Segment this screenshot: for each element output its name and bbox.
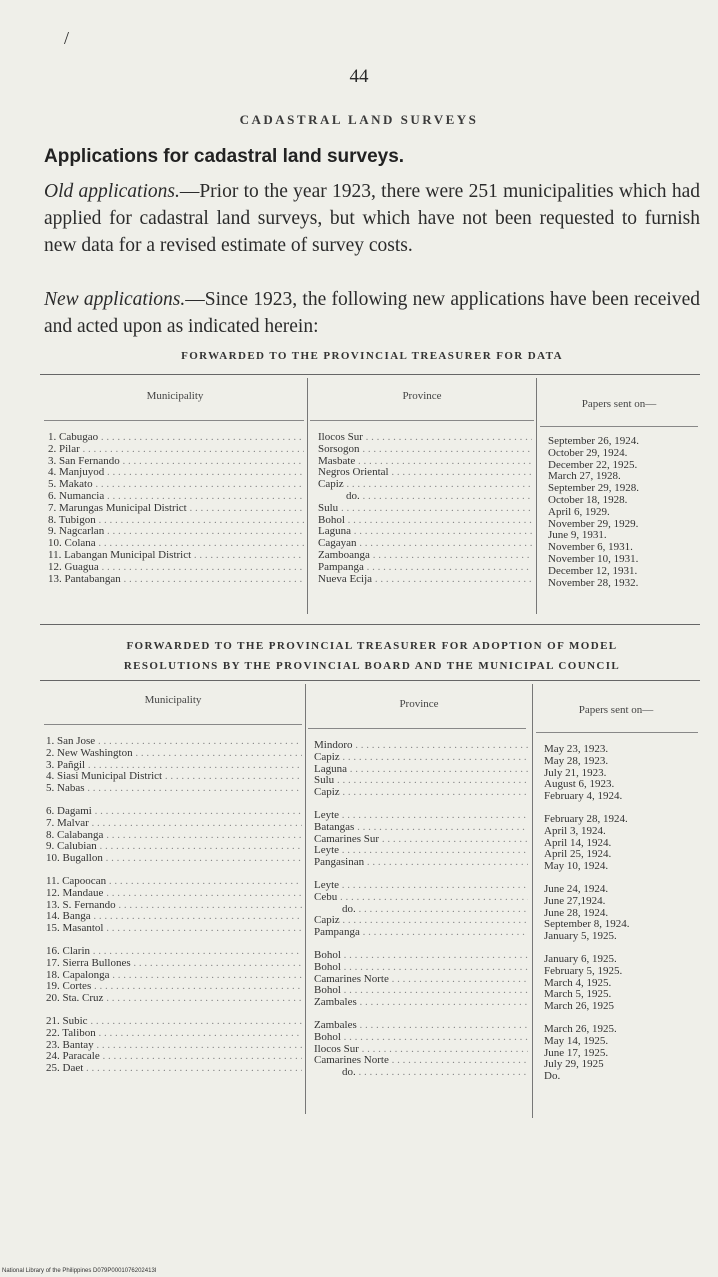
- table2-row-13-p: do. . . .: [314, 904, 528, 916]
- table2-row-8-m: 8. Calabanga . . .: [46, 830, 302, 842]
- table1-row-11-p: Zamboanga . . .: [318, 550, 532, 562]
- table2-row-12-p: Cebu . . .: [314, 892, 528, 904]
- table1-row-5-m: 5. Makato . . .: [48, 479, 304, 491]
- table2-row-10-p: Pangasinan . . .: [314, 857, 528, 869]
- table1-row-4-d: March 27, 1928.: [548, 471, 621, 483]
- table2-row-9-m: 9. Calubian . . .: [46, 841, 302, 853]
- table2-row-14-p: Capiz . . .: [314, 915, 528, 927]
- table2-row-15-m: 15. Masantol . . .: [46, 923, 302, 935]
- table1-row-3-p: Masbate . . .: [318, 456, 532, 468]
- table1-top-rule: [40, 374, 700, 375]
- table1-row-8-d: November 29, 1929.: [548, 518, 639, 530]
- page-number: 44: [349, 66, 369, 87]
- table1-header-line-2: [310, 420, 534, 421]
- table1-header-papers-sent: Papers sent on—: [581, 398, 657, 410]
- table2-row-3-p: Laguna . . .: [314, 764, 528, 776]
- table2-row-19-m: 19. Cortes . . .: [46, 981, 302, 993]
- table1-province-column: [318, 432, 532, 585]
- table1-row-5-d: September 29, 1928.: [548, 483, 640, 495]
- table1-row-7-p: Sulu . . .: [318, 503, 532, 515]
- table2-row-16-d: January 6, 1925.: [544, 953, 617, 965]
- table2-row-17-m: 17. Sierra Bullones . . .: [46, 958, 302, 970]
- table2-row-6-m: 6. Dagami . . .: [46, 806, 302, 818]
- table1-row-7-d: April 6, 1929.: [548, 506, 610, 518]
- table2-row-7-d: April 3, 1924.: [544, 825, 606, 837]
- table2-row-8-p: Camarines Sur . . .: [314, 834, 528, 846]
- table2-row-25-d: Do.: [544, 1071, 561, 1083]
- table1-row-1-d: September 26, 1924.: [548, 436, 640, 447]
- table2-divider-1: [305, 684, 306, 1114]
- table2-row-12-d: June 27,1924.: [544, 895, 606, 907]
- old-applications-paragraph: [44, 178, 700, 259]
- table2-row-16-p: Bohol . . .: [314, 950, 528, 962]
- table2-row-4-m: 4. Siasi Municipal District . . .: [46, 771, 302, 783]
- table2-header-line-3: [536, 732, 698, 733]
- table1-divider-1: [307, 378, 308, 614]
- table2-row-1-d: May 23, 1923.: [544, 744, 609, 755]
- table1-row-11-d: November 10, 1931.: [548, 553, 639, 565]
- table2-row-25-m: 25. Daet . . .: [46, 1063, 302, 1075]
- table1-row-6-m: 6. Numancia . . .: [48, 491, 304, 503]
- table2-header-line-1: [44, 724, 302, 725]
- table2-row-23-p: Ilocos Sur . . .: [314, 1044, 528, 1056]
- table2-row-6-d: February 28, 1924.: [544, 813, 628, 825]
- table2-row-14-d: September 8, 1924.: [544, 919, 630, 931]
- table2-row-24-p: Camarines Norte . . .: [314, 1055, 528, 1067]
- margin-mark: /: [64, 28, 70, 48]
- table2-row-23-d: June 17, 1925.: [544, 1047, 609, 1059]
- table1-row-5-p: Capiz . . .: [318, 479, 532, 491]
- table2-row-16-m: 16. Clarin . . .: [46, 946, 302, 958]
- table2-row-8-d: April 14, 1924.: [544, 837, 612, 849]
- table2-row-9-d: April 25, 1924.: [544, 849, 612, 861]
- table2-row-14-m: 14. Banga . . .: [46, 911, 302, 923]
- table2-row-5-d: February 4, 1924.: [544, 791, 623, 803]
- table2-row-5-m: 5. Nabas . . .: [46, 783, 302, 795]
- table2-municipality-column: [46, 736, 302, 1075]
- table1-row-1-m: 1. Cabugao . . .: [48, 432, 304, 444]
- table2-row-25-p: do. . . .: [314, 1067, 528, 1079]
- table1-row-2-p: Sorsogon . . .: [318, 444, 532, 456]
- table2-date-column: [544, 744, 698, 1083]
- table1-bottom-rule: [40, 624, 700, 625]
- table1-divider-2: [536, 378, 537, 614]
- table2-row-10-d: May 10, 1924.: [544, 861, 609, 873]
- new-applications-label: New applications.: [44, 289, 186, 310]
- table1-caption: FORWARDED TO THE PROVINCIAL TREASURER FOR DATA: [181, 350, 563, 362]
- table2-row-4-d: August 6, 1923.: [544, 779, 615, 791]
- table1-row-6-p: do. . . .: [318, 491, 532, 503]
- table2-row-5-p: Capiz . . .: [314, 787, 528, 799]
- table2-row-22-d: May 14, 1925.: [544, 1035, 609, 1047]
- table2-row-21-p: Zambales . . .: [314, 1020, 528, 1032]
- table2-row-11-p: Leyte . . .: [314, 880, 528, 892]
- table2-row-22-p: Bohol . . .: [314, 1032, 528, 1044]
- table1-row-3-m: 3. San Fernando . . .: [48, 456, 304, 468]
- table2-row-18-p: Camarines Norte . . .: [314, 974, 528, 986]
- table2-row-20-p: Zambales . . .: [314, 997, 528, 1009]
- table1-row-4-p: Negros Oriental . . .: [318, 467, 532, 479]
- old-applications-text: —Prior to the year 1923, there were 251 municipalities which had applied for cadastral land surveys, but which have not been requested to furnish new data for a revised estimate of survey costs.: [44, 181, 700, 256]
- table1-row-4-m: 4. Manjuyod . . .: [48, 467, 304, 479]
- table2-row-6-p: Leyte . . .: [314, 810, 528, 822]
- table2-row-7-p: Batangas . . .: [314, 822, 528, 834]
- table1-municipality-column: [48, 432, 304, 585]
- table1-row-10-m: 10. Colana . . .: [48, 538, 304, 550]
- table1-row-12-d: December 12, 1931.: [548, 565, 638, 577]
- footer-credit: National Library of the Philippines D079P0001076202413I: [2, 1268, 157, 1274]
- table2-row-9-p: Leyte . . .: [314, 845, 528, 857]
- table2-row-11-d: June 24, 1924.: [544, 883, 609, 895]
- table2-row-21-m: 21. Subic . . .: [46, 1016, 302, 1028]
- table1-row-9-p: Laguna . . .: [318, 526, 532, 538]
- table2-caption-line-2: RESOLUTIONS BY THE PROVINCIAL BOARD AND THE MUNICIPAL COUNCIL: [123, 660, 621, 672]
- table1-row-11-m: 11. Labangan Municipal District . . .: [48, 550, 304, 562]
- table2-caption: [44, 636, 700, 676]
- table1-row-12-p: Pampanga . . .: [318, 562, 532, 574]
- table2-row-17-p: Bohol . . .: [314, 962, 528, 974]
- old-applications-label: Old applications.: [44, 181, 180, 202]
- table2-divider-2: [532, 684, 533, 1118]
- new-applications-paragraph: [44, 286, 700, 340]
- table2-row-19-d: March 5, 1925.: [544, 989, 612, 1001]
- table1-row-13-p: Nueva Ecija . . .: [318, 574, 532, 586]
- new-applications-text: —Since 1923, the following new applications have been received and acted upon as indicated herein:: [44, 289, 700, 337]
- table2-row-24-m: 24. Paracale . . .: [46, 1051, 302, 1063]
- table2-row-18-m: 18. Capalonga . . .: [46, 970, 302, 982]
- table2-row-22-m: 22. Talibon . . .: [46, 1028, 302, 1040]
- table1-row-10-d: November 6, 1931.: [548, 542, 633, 554]
- table1-header-province: Province: [402, 390, 442, 402]
- table2-row-1-m: 1. San Jose . . .: [46, 736, 302, 748]
- table2-province-column: [314, 740, 528, 1079]
- table2-row-15-d: January 5, 1925.: [544, 931, 617, 943]
- table1-header-line-3: [540, 426, 698, 427]
- table1-header-municipality: Municipality: [146, 390, 204, 402]
- table2-row-11-m: 11. Capoocan . . .: [46, 876, 302, 888]
- table2-row-20-d: March 26, 1925: [544, 1001, 614, 1013]
- table1-row-2-m: 2. Pilar . . .: [48, 444, 304, 456]
- table2-row-21-d: March 26, 1925.: [544, 1023, 617, 1035]
- table2-row-24-d: July 29, 1925: [544, 1059, 604, 1071]
- table1-header-line-1: [44, 420, 304, 421]
- table2-row-10-m: 10. Bugallon . . .: [46, 853, 302, 865]
- table2-row-23-m: 23. Bantay . . .: [46, 1040, 302, 1052]
- table1-row-10-p: Cagayan . . .: [318, 538, 532, 550]
- table1-row-13-m: 13. Pantabangan . . .: [48, 574, 304, 586]
- table1-row-9-d: June 9, 1931.: [548, 530, 607, 542]
- section-heading: Applications for cadastral land surveys.: [44, 146, 405, 167]
- table1-row-7-m: 7. Marungas Municipal District . . .: [48, 503, 304, 515]
- running-head: CADASTRAL LAND SURVEYS: [239, 112, 479, 127]
- table2-header-province: Province: [399, 698, 439, 710]
- table2-row-3-m: 3. Pañgil . . .: [46, 760, 302, 772]
- table1-row-12-m: 12. Guagua . . .: [48, 562, 304, 574]
- table1-row-8-m: 8. Tubigon . . .: [48, 515, 304, 527]
- table1-row-6-d: October 18, 1928.: [548, 494, 628, 506]
- table1-row-1-p: Ilocos Sur . . .: [318, 432, 532, 444]
- table2-header-papers-sent: Papers sent on—: [578, 704, 654, 716]
- table2-row-3-d: July 21, 1923.: [544, 767, 607, 779]
- table2-top-rule: [40, 680, 700, 681]
- table1-row-2-d: October 29, 1924.: [548, 447, 628, 459]
- table2-header-line-2: [308, 728, 526, 729]
- table2-row-2-p: Capiz . . .: [314, 752, 528, 764]
- table2-row-13-m: 13. S. Fernando . . .: [46, 900, 302, 912]
- table2-row-4-p: Sulu . . .: [314, 775, 528, 787]
- table2-row-17-d: February 5, 1925.: [544, 965, 623, 977]
- table2-header-municipality: Municipality: [144, 694, 202, 706]
- table1-date-column: [548, 436, 698, 589]
- table2-caption-line-1: FORWARDED TO THE PROVINCIAL TREASURER FOR ADOPTION OF MODEL: [126, 640, 618, 652]
- table2-row-19-p: Bohol . . .: [314, 985, 528, 997]
- table2-row-20-m: 20. Sta. Cruz . . .: [46, 993, 302, 1005]
- table2-row-7-m: 7. Malvar . . .: [46, 818, 302, 830]
- table2-row-2-m: 2. New Washington . . .: [46, 748, 302, 760]
- table2-row-1-p: Mindoro . . .: [314, 740, 528, 752]
- table1-row-8-p: Bohol . . .: [318, 515, 532, 527]
- table2-row-13-d: June 28, 1924.: [544, 907, 609, 919]
- table2-row-18-d: March 4, 1925.: [544, 977, 612, 989]
- table2-row-12-m: 12. Mandaue . . .: [46, 888, 302, 900]
- table1-row-9-m: 9. Nagcarlan . . .: [48, 526, 304, 538]
- table2-row-2-d: May 28, 1923.: [544, 755, 609, 767]
- table1-row-3-d: December 22, 1925.: [548, 459, 638, 471]
- table1-row-13-d: November 28, 1932.: [548, 577, 639, 589]
- table2-row-15-p: Pampanga . . .: [314, 927, 528, 939]
